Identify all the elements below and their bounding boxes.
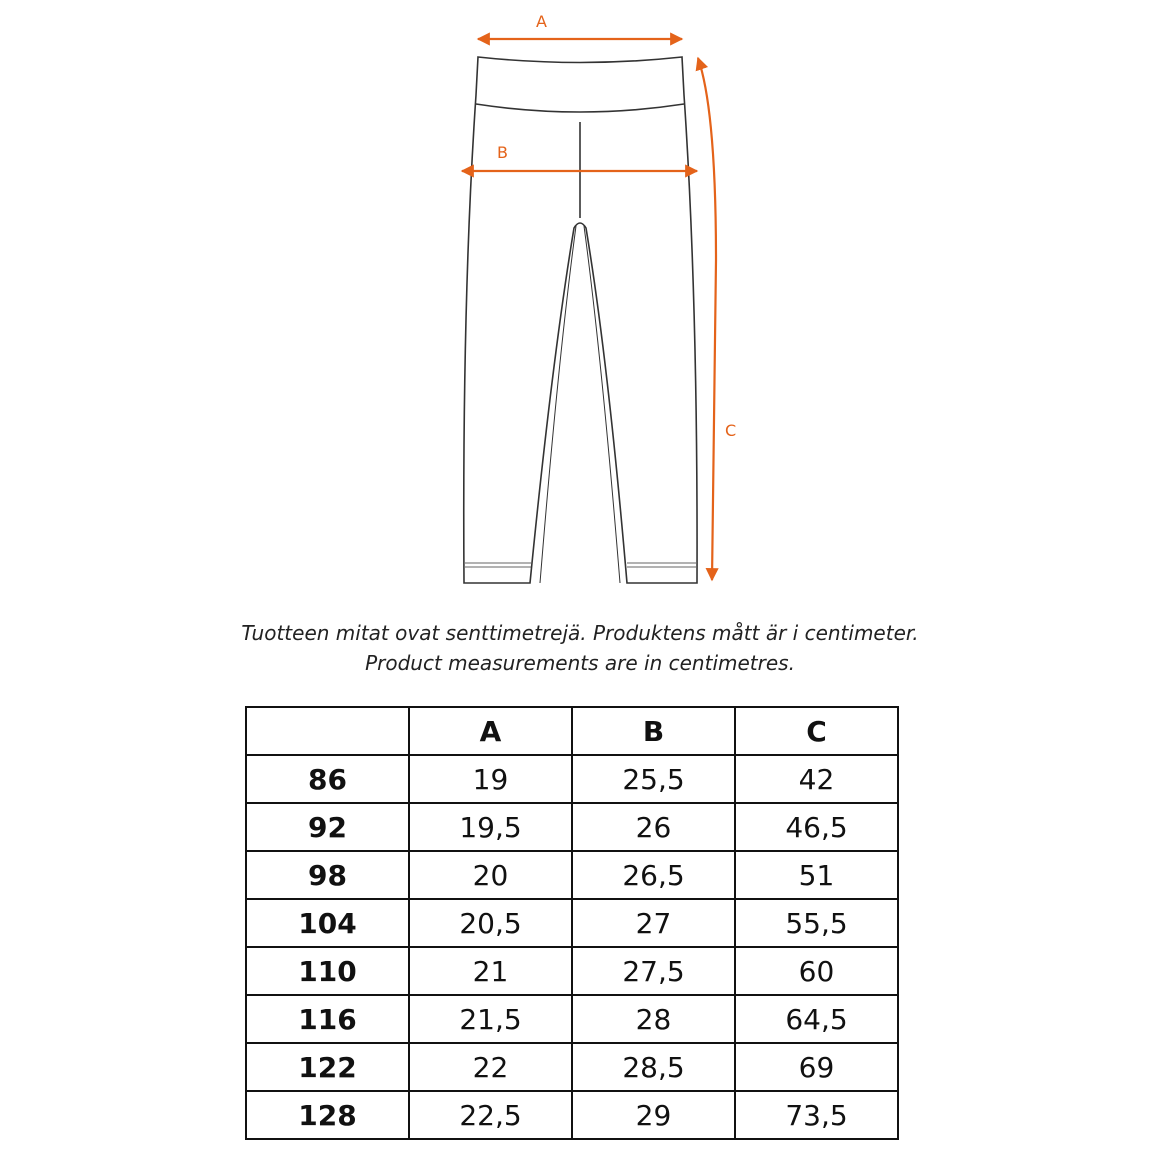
hem-left [465,563,531,567]
value-b-cell: 26 [572,803,735,851]
value-a-cell: 21,5 [409,995,572,1043]
value-a-cell: 20 [409,851,572,899]
value-b-cell: 28,5 [572,1043,735,1091]
size-table [245,706,899,1140]
table-row [246,995,898,1043]
size-cell: 86 [246,755,409,803]
value-b-cell: 25,5 [572,755,735,803]
caption-line-2: Product measurements are in centimetres. [365,651,795,675]
value-b-cell: 27 [572,899,735,947]
table-row [246,755,898,803]
table-row [246,1091,898,1139]
size-cell: 110 [246,947,409,995]
value-c-cell: 60 [735,947,898,995]
table-header-row [246,707,898,755]
header-b: B [572,707,735,755]
leggings-outline [464,57,697,583]
size-cell: 122 [246,1043,409,1091]
value-a-cell: 22,5 [409,1091,572,1139]
value-b-cell: 27,5 [572,947,735,995]
value-a-cell: 22 [409,1043,572,1091]
value-c-cell: 42 [735,755,898,803]
hem-right [627,563,696,567]
value-c-cell: 69 [735,1043,898,1091]
arrow-c [698,58,716,580]
value-c-cell: 46,5 [735,803,898,851]
label-c: C [725,421,737,440]
waistband-seam [476,104,684,112]
header-a: A [409,707,572,755]
value-c-cell: 55,5 [735,899,898,947]
table-row [246,851,898,899]
value-a-cell: 20,5 [409,899,572,947]
label-b: B [497,143,508,162]
value-a-cell: 19,5 [409,803,572,851]
value-c-cell: 51 [735,851,898,899]
value-a-cell: 19 [409,755,572,803]
dimension-arrows [462,39,716,580]
value-c-cell: 73,5 [735,1091,898,1139]
size-cell: 98 [246,851,409,899]
value-c-cell: 64,5 [735,995,898,1043]
value-b-cell: 29 [572,1091,735,1139]
table-row [246,899,898,947]
value-b-cell: 26,5 [572,851,735,899]
inseam-left [540,226,576,583]
table-row [246,947,898,995]
size-cell: 92 [246,803,409,851]
size-cell: 128 [246,1091,409,1139]
header-c: C [735,707,898,755]
header-empty [246,707,409,755]
caption-line-1: Tuotteen mitat ovat senttimetrejä. Produktens mått är i centimeter. [241,621,919,645]
size-cell: 104 [246,899,409,947]
value-a-cell: 21 [409,947,572,995]
size-cell: 116 [246,995,409,1043]
value-b-cell: 28 [572,995,735,1043]
label-a: A [536,12,547,31]
inseam-right [584,226,620,583]
table-row [246,1043,898,1091]
table-row [246,803,898,851]
